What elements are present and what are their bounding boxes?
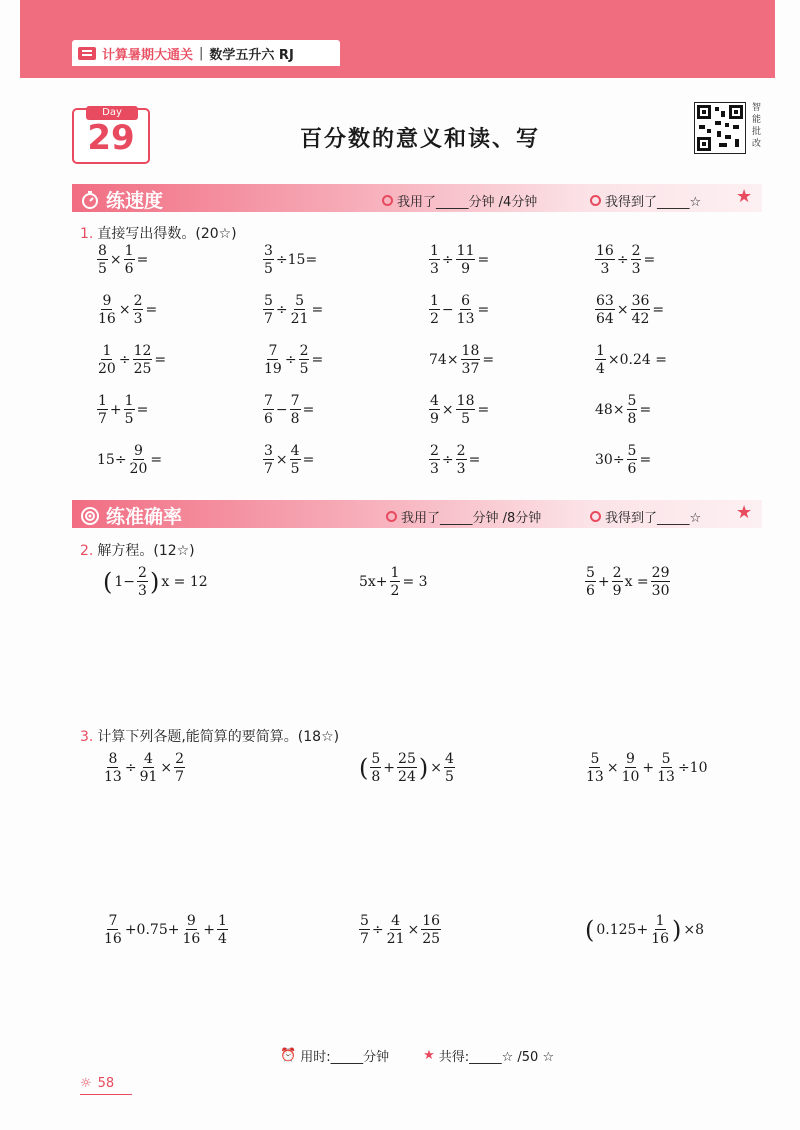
operator: ÷ (371, 922, 384, 938)
operator: + (203, 922, 216, 938)
star-icon: ★ (423, 1048, 435, 1063)
fraction: $\frac{2}{3}$ (133, 293, 143, 327)
oral-calc-item (262, 344, 324, 376)
oral-calc-item (594, 244, 656, 276)
operator: × (160, 760, 173, 776)
operator: × (616, 302, 629, 318)
fraction: $\frac{4}{9}$ (430, 393, 439, 427)
operator: = (639, 452, 652, 468)
fraction: $\frac{3}{5}$ (264, 243, 273, 277)
fraction: $\frac{8}{13}$ (104, 751, 122, 785)
oral-calc-item (428, 244, 490, 276)
operator: ÷ (284, 352, 297, 368)
operator: − (441, 302, 454, 318)
fraction: $\frac{9}{10}$ (621, 751, 640, 785)
grade-label: 数学五升六 RJ (209, 47, 294, 63)
oral-calc-item (428, 444, 481, 476)
timer-icon (386, 511, 397, 522)
section-speed-title-wrap (80, 186, 163, 213)
series-tab (72, 40, 340, 66)
equation-3 (584, 566, 671, 598)
fraction: $\frac{16}{3}$ (596, 243, 614, 277)
fraction: $\frac{6}{13}$ (456, 293, 475, 327)
fraction: $\frac{18}{5}$ (456, 393, 475, 427)
operator: 74× (429, 352, 459, 368)
oral-calc-item (262, 294, 324, 326)
fraction: $\frac{9}{16}$ (182, 913, 201, 947)
operator: x = (624, 574, 649, 590)
check-icon (590, 195, 601, 206)
parenthesis: ( (585, 916, 595, 944)
operator: ÷ (124, 760, 137, 776)
fraction: $\frac{63}{64}$ (596, 293, 614, 327)
fraction: $\frac{12}{25}$ (133, 343, 152, 377)
operator: ÷ (441, 252, 454, 268)
operator: = (136, 402, 149, 418)
oral-calc-item (428, 294, 490, 326)
fraction: $\frac{2}{9}$ (612, 565, 622, 599)
section-accuracy-title: 练准确率 (106, 506, 183, 528)
fraction: $\frac{2}{5}$ (299, 343, 309, 377)
operator: 5x+ (359, 574, 388, 590)
qr-caption: 智能批改 (752, 103, 762, 149)
fraction: $\frac{1}{2}$ (430, 293, 439, 327)
target-icon (80, 506, 100, 526)
operator: = (468, 452, 481, 468)
fraction: $\frac{1}{3}$ (430, 243, 439, 277)
oral-calc-item (428, 344, 495, 376)
page-number: ☼ 58 (80, 1076, 115, 1091)
operator: × (407, 922, 420, 938)
operator: 0.125+ (596, 922, 649, 938)
section-accuracy-time: 我用了_____分钟 /8分钟 (386, 507, 541, 526)
fraction: $\frac{8}{5}$ (98, 243, 107, 277)
operator: + (109, 402, 122, 418)
operator: 48× (595, 402, 625, 418)
page-title: 百分数的意义和读、写 (299, 127, 540, 152)
header-band (20, 0, 775, 78)
section-accuracy-title-wrap (80, 502, 182, 529)
oral-calc-item (262, 394, 315, 426)
operator: = (477, 402, 490, 418)
fraction: $\frac{5}{7}$ (360, 913, 369, 947)
fraction: $\frac{1}{7}$ (98, 393, 107, 427)
operator: 30÷ (595, 452, 625, 468)
fraction: $\frac{7}{16}$ (104, 913, 122, 947)
oral-calc-item (594, 394, 652, 426)
section-speed-title: 练速度 (106, 190, 164, 212)
section-speed-time: 我用了_____分钟 /4分钟 (382, 191, 537, 210)
fraction: $\frac{9}{16}$ (98, 293, 116, 327)
fraction: $\frac{4}{21}$ (386, 913, 405, 947)
fraction: $\frac{25}{24}$ (398, 751, 416, 785)
parenthesis: ( (359, 754, 369, 782)
fraction: $\frac{1}{2}$ (390, 565, 400, 599)
star-icon: ★ (736, 186, 753, 207)
fraction: $\frac{5}{7}$ (264, 293, 273, 327)
fraction: $\frac{1}{4}$ (218, 913, 227, 947)
operator: = (302, 402, 315, 418)
footer-summary (280, 1046, 554, 1065)
day-number: 29 (87, 118, 135, 158)
operator: = (652, 302, 665, 318)
parenthesis: ) (672, 916, 682, 944)
fraction: $\frac{18}{37}$ (461, 343, 480, 377)
fraction: $\frac{2}{3}$ (430, 443, 439, 477)
oral-calc-item (96, 294, 158, 326)
operator: × (118, 302, 131, 318)
fraction: $\frac{5}{6}$ (627, 443, 637, 477)
fraction: $\frac{1}{6}$ (124, 243, 134, 277)
calc-1 (102, 752, 186, 784)
fraction: $\frac{7}{6}$ (264, 393, 273, 427)
fraction: $\frac{2}{3}$ (631, 243, 641, 277)
page-number-underline (80, 1094, 132, 1095)
day-label: Day (86, 106, 138, 120)
fraction: $\frac{5}{6}$ (586, 565, 595, 599)
footer-time: 用时:_____分钟 (300, 1050, 390, 1065)
question-1-grid (96, 244, 696, 496)
oral-calc-item (96, 344, 167, 376)
oral-calc-item (96, 244, 149, 276)
oral-calc-item (96, 394, 149, 426)
fraction: $\frac{5}{21}$ (290, 293, 309, 327)
fraction: $\frac{3}{7}$ (264, 443, 273, 477)
operator: = (154, 352, 167, 368)
calc-4 (102, 914, 229, 946)
fraction: $\frac{5}{13}$ (657, 751, 675, 785)
operator: = (643, 252, 656, 268)
oral-calc-item (262, 444, 315, 476)
fraction: $\frac{1}{4}$ (596, 343, 605, 377)
check-icon (590, 511, 601, 522)
star-icon: ★ (736, 502, 753, 523)
operator: = (145, 302, 158, 318)
timer-icon (382, 195, 393, 206)
calc-3 (584, 752, 709, 784)
operator: × (275, 452, 288, 468)
operator: × (441, 402, 454, 418)
fraction: $\frac{2}{3}$ (138, 565, 147, 599)
oral-calc-item (428, 394, 490, 426)
question-3-label: 3. 计算下列各题,能简算的要简算。(18☆) (80, 729, 340, 745)
operator: ÷10 (677, 760, 708, 776)
operator: ÷ (118, 352, 131, 368)
parenthesis: ) (149, 568, 160, 596)
fraction: $\frac{7}{8}$ (290, 393, 300, 427)
oral-calc-item (262, 244, 318, 276)
fraction: $\frac{29}{30}$ (651, 565, 670, 599)
oral-calc-item (96, 444, 163, 476)
operator: = (302, 452, 315, 468)
operator: × (109, 252, 122, 268)
operator: + (597, 574, 610, 590)
fraction: $\frac{1}{16}$ (651, 913, 670, 947)
fraction: $\frac{11}{9}$ (456, 243, 475, 277)
fraction: $\frac{2}{3}$ (456, 443, 466, 477)
oral-calc-item (594, 344, 668, 376)
fraction: $\frac{16}{25}$ (422, 913, 441, 947)
parenthesis: ) (418, 754, 429, 782)
operator: = 3 (402, 574, 428, 590)
operator: × (430, 760, 442, 776)
operator: = (639, 402, 652, 418)
operator: ×0.24 = (607, 352, 668, 368)
qr-code-icon (694, 102, 746, 154)
operator: ÷15= (275, 252, 318, 268)
section-accuracy-score: 我得到了_____☆ (590, 507, 701, 526)
operator: × (606, 760, 619, 776)
operator: = (477, 252, 490, 268)
series-separator: | (199, 45, 204, 61)
fraction: $\frac{4}{5}$ (444, 751, 454, 785)
oral-calc-item (594, 444, 652, 476)
fraction: $\frac{2}{7}$ (175, 751, 185, 785)
operator: +0.75+ (124, 922, 180, 938)
question-2-label: 2. 解方程。(12☆) (80, 543, 195, 559)
fraction: $\frac{5}{8}$ (371, 751, 381, 785)
book-icon (78, 47, 96, 60)
operator: 1− (114, 574, 136, 590)
fraction: $\frac{7}{19}$ (264, 343, 282, 377)
operator: = (150, 452, 163, 468)
operator: + (383, 760, 396, 776)
calc-2 (358, 752, 456, 784)
calc-6 (584, 914, 705, 946)
clock-icon: ⏰ (280, 1048, 297, 1063)
operator: = (311, 352, 324, 368)
equation-2 (358, 566, 429, 598)
calc-5 (358, 914, 442, 946)
footer-total: 共得:_____☆ /50 ☆ (438, 1050, 555, 1065)
parenthesis: ( (103, 568, 113, 596)
operator: = (311, 302, 324, 318)
fraction: $\frac{1}{5}$ (124, 393, 134, 427)
operator: ×8 (683, 922, 705, 938)
operator: x = 12 (161, 574, 208, 590)
question-1-label: 1. 直接写出得数。(20☆) (80, 226, 237, 242)
operator: = (136, 252, 149, 268)
series-name: 计算暑期大通关 (102, 47, 194, 63)
stopwatch-icon (80, 190, 100, 210)
operator: ÷ (275, 302, 288, 318)
fraction: $\frac{4}{91}$ (139, 751, 158, 785)
fraction: $\frac{4}{5}$ (290, 443, 300, 477)
operator: = (477, 302, 490, 318)
operator: + (642, 760, 655, 776)
fraction: $\frac{36}{42}$ (631, 293, 650, 327)
equation-1 (102, 566, 209, 598)
fraction: $\frac{9}{20}$ (129, 443, 148, 477)
section-speed-score: 我得到了_____☆ (590, 191, 701, 210)
sun-icon: ☼ (80, 1076, 92, 1091)
operator: = (482, 352, 495, 368)
operator: − (275, 402, 288, 418)
fraction: $\frac{5}{8}$ (627, 393, 637, 427)
oral-calc-item (594, 294, 665, 326)
fraction: $\frac{1}{20}$ (98, 343, 116, 377)
operator: ÷ (616, 252, 629, 268)
operator: 15÷ (97, 452, 127, 468)
operator: ÷ (441, 452, 454, 468)
fraction: $\frac{5}{13}$ (586, 751, 604, 785)
